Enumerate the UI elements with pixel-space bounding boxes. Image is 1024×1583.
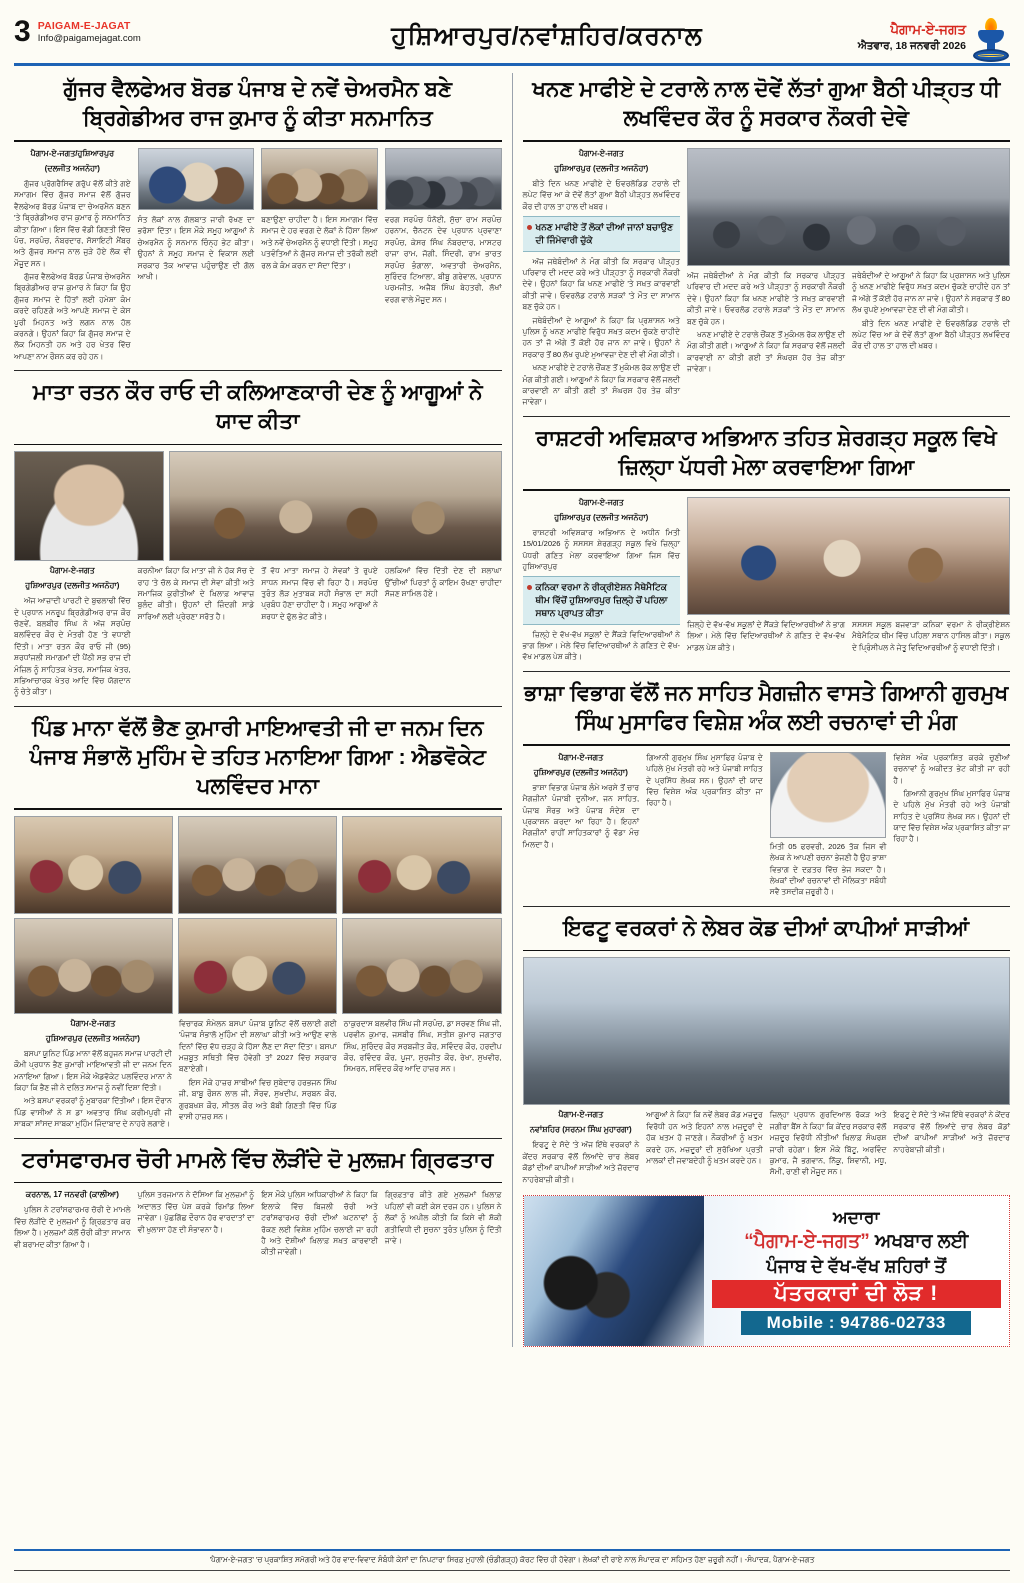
paragraph: ਜ਼ਿਲ੍ਹੇ ਦੇ ਵੱਖ-ਵੱਖ ਸਕੂਲਾਂ ਦੇ ਸੈਂਕੜੇ ਵਿਦਿਆਰਥੀਆਂ ਨੇ ਭਾਗ ਲਿਆ। ਮੇਲੇ ਵਿੱਚ ਵਿਦਿਆਰਥੀਆਂ ਨੇ ਗਣਿਤ ਦੇ ਵੱਖ-ਵੱਖ ਮਾਡਲ ਪੇਸ਼ ਕੀਤੇ। — [522, 629, 681, 662]
torch-logo-icon — [972, 18, 1010, 62]
paragraph: ਇਸ ਮੌਕੇ ਪੁਲਿਸ ਅਧਿਕਾਰੀਆਂ ਨੇ ਕਿਹਾ ਕਿ ਇਲਾਕੇ ਵਿੱਚ ਬਿਜਲੀ ਚੋਰੀ ਅਤੇ ਟਰਾਂਸਫਾਰਮਰ ਚੋਰੀ ਦੀਆਂ ਘਟਨਾਵਾਂ ਨੂੰ ਰੋਕਣ ਲਈ ਵਿਸ਼ੇਸ਼ ਮੁਹਿੰਮ ਚਲਾਈ ਜਾ ਰਹੀ ਹੈ ਅਤੇ ਦੋਸ਼ੀਆਂ ਖ਼ਿਲਾਫ਼ ਸਖ਼ਤ ਕਾਰਵਾਈ ਕੀਤੀ ਜਾਵੇਗੀ। — [261, 1190, 378, 1257]
article-column — [385, 565, 502, 700]
article-columns — [523, 752, 1011, 900]
article-photo-gathering — [261, 148, 378, 210]
headline-rule — [523, 950, 1011, 952]
byline-line1: ਪੈਗਾਮ-ਏ-ਜਗਤ — [578, 148, 624, 158]
article-column — [687, 270, 845, 377]
paragraph: ਇਫਟੂ ਦੇ ਸੱਦੇ 'ਤੇ ਅੱਜ ਇੱਥੇ ਵਰਕਰਾਂ ਨੇ ਕੇਂਦਰ ਸਰਕਾਰ ਵੱਲੋਂ ਲਿਆਂਦੇ ਚਾਰ ਲੇਬਰ ਕੋਡਾਂ ਦੀਆਂ ਕਾਪੀਆਂ ਸਾੜੀਆਂ ਅਤੇ ਜ਼ੋਰਦਾਰ ਨਾਹਰੇਬਾਜ਼ੀ ਕੀਤੀ। — [893, 1110, 1010, 1154]
article-column — [852, 270, 1010, 377]
article-column — [893, 1109, 1010, 1187]
byline-line1: ਪੈਗਾਮ-ਏ-ਜਗਤ — [558, 1110, 604, 1120]
brand-email: Info@paigamejagat.com — [37, 33, 141, 45]
article-mata-ratan-kaur — [14, 376, 502, 699]
article-column — [385, 1189, 502, 1259]
paragraph: ਬੀਤੇ ਦਿਨ ਖਨਣ ਮਾਫੀਏ ਦੇ ਓਵਰਲੋਡਿਡ ਟਰਾਲੇ ਦੀ ਲਪੇਟ ਵਿੱਚ ਆ ਕੇ ਦੋਵੇਂ ਲੱਤਾਂ ਗੁਆ ਬੈਠੀ ਪੀੜ੍ਹਤ ਲਖਵਿੰਦਰ ਕੌਰ ਦੀ ਹਾਲ ਤਾ ਹਾਲ ਦੀ ਖ਼ਬਰ। — [522, 178, 681, 211]
paragraph: ਅਤੇ ਬਸਪਾ ਵਰਕਰਾਂ ਨੂੰ ਮੁਬਾਰਕਾ ਦਿੱਤੀਆਂ। ਇਸ ਦੌਰਾਨ ਪਿੰਡ ਵਾਸੀਆਂ ਨੇ ਸ ਡਾ ਅਵਤਾਰ ਸਿੰਘ ਕਰੀਮਪੁਰੀ ਜੀ ਸਾਬਕਾ ਸਾਂਸਦ ਸਾਬਕਾ ਮੁਹਿੰਮ ਜਿੰਦਾਬਾਦ ਦੇ ਨਾਹਰੇ ਲਗਾਏ। — [14, 1096, 172, 1129]
section-divider — [14, 1138, 502, 1139]
footer-disclaimer: 'ਪੈਗਾਮ-ਏ-ਜਗਤ' 'ਚ ਪ੍ਰਕਾਸ਼ਿਤ ਸਮੱਗਰੀ ਅਤੇ ਹੋਰ ਵਾਦ-ਵਿਵਾਦ ਸੰਬੰਧੀ ਕੇਸਾਂ ਦਾ ਨਿਪਟਾਰਾ ਸਿਰਫ਼ ਮੁਹਾਲੀ (ਚੰਡੀਗੜ੍ਹ) ਕੋਰਟ ਵਿੱਚ ਹੀ ਹੋਵੇਗਾ। ਲੇਖਕਾਂ ਦੀ ਰਾਏ ਨਾਲ ਸੰਪਾਦਕ ਦਾ ਸਹਿਮਤ ਹੋਣਾ ਜ਼ਰੂਰੀ ਨਹੀਂ। -ਸੰਪਾਦਕ, ਪੈਗਾਮ-ਏ-ਜਗਤ — [209, 1555, 815, 1565]
article-bhasha-vibhag-magazine — [523, 677, 1011, 900]
article-headline: ਗੁੱਜਰ ਵੈਲਫੇਅਰ ਬੋਰਡ ਪੰਜਾਬ ਦੇ ਨਵੇਂ ਚੇਅਰਮੈਨ ਬਣੇ ਬ੍ਰਿਗੇਡੀਅਰ ਰਾਜ ਕੁਮਾਰ ਨੂੰ ਕੀਤਾ ਸਨਮਾਨਿਤ — [63, 77, 453, 131]
footer-rule-bottom — [14, 1570, 1010, 1572]
paragraph: ਖਨਣ ਮਾਫੀਏ ਦੇ ਟਰਾਲੇ ਚੌਂਕਣ ਤੋਂ ਮੁਕੰਮਲ ਰੋਕ ਲਾਉਣ ਦੀ ਮੰਗ ਕੀਤੀ ਗਈ। ਆਗੂਆਂ ਨੇ ਕਿਹਾ ਕਿ ਸਰਕਾਰ ਵੱਲੋਂ ਜਲਦੀ ਕਾਰਵਾਈ ਨਾ ਕੀਤੀ ਗਈ ਤਾਂ ਸੰਘਰਸ਼ ਹੋਰ ਤੇਜ਼ ਕੀਤਾ ਜਾਵੇਗਾ। — [522, 363, 681, 407]
masthead-left — [14, 15, 314, 48]
paragraph: ਰਾਸ਼ਟਰੀ ਅਵਿਸ਼ਕਾਰ ਅਭਿਆਨ ਦੇ ਅਧੀਨ ਮਿਤੀ 15/01/2026 ਨੂੰ ਸਸਸਸ ਸ਼ੇਰਗੜ੍ਹ ਸਕੂਲ ਵਿਖੇ ਜ਼ਿਲ੍ਹਾ ਪੱਧਰੀ ਗਣਿਤ ਮੇਲਾ ਕਰਵਾਇਆ ਗਿਆ ਜਿਸ ਵਿੱਚ ਹੁਸ਼ਿਆਰਪੁਰ — [522, 527, 681, 571]
article-photo-event-2 — [178, 816, 337, 914]
article-photo-award-ceremony — [138, 148, 255, 210]
article-photo-event-3 — [342, 816, 501, 914]
article-mining-mafia-victim — [523, 73, 1011, 410]
article-photo-portrait-elder — [14, 451, 164, 561]
paragraph: ਬਣਾਉਣਾ ਚਾਹੀਦਾ ਹੈ। ਇਸ ਸਮਾਗਮ ਵਿੱਚ ਸਮਾਜ ਦੇ ਹਰ ਵਰਗ ਦੇ ਲੋਕਾਂ ਨੇ ਹਿੱਸਾ ਲਿਆ ਅਤੇ ਨਵੇਂ ਚੇਅਰਮੈਨ ਨੂੰ ਵਧਾਈ ਦਿੱਤੀ। ਸਮੂਹ ਪਤਵੰਤਿਆਂ ਨੇ ਗੁੱਜਰ ਸਮਾਜ ਦੀ ਤਰੱਕੀ ਲਈ ਰਲ ਕੇ ਕੰਮ ਕਰਨ ਦਾ ਸੱਦਾ ਦਿੱਤਾ। — [261, 214, 378, 270]
article-column — [261, 148, 378, 364]
article-photo-labour-protest — [523, 957, 1011, 1105]
bullet-dot-icon — [527, 585, 532, 590]
article-column — [385, 148, 502, 364]
paragraph: ਇਸ ਮੌਕੇ ਹਾਜ਼ਰ ਸਾਥੀਆਂ ਵਿਚ ਸੁਬੇਦਾਰ ਹਰਭਜਨ ਸਿੰਘ ਜੀ, ਬਾਬੂ ਰੌਸ਼ਨ ਲਾਲ ਜੀ, ਸੌਰਵ, ਸੁਖਦੀਪ, ਸਰਬਨ ਕੌਰ, ਗੁਰਬਖਸ਼ ਕੌਰ, ਸੀਤਲ ਕੌਰ ਅਤੇ ਬੱਬੀ ਗਿਣਤੀ ਵਿੱਚ ਪਿੰਡ ਵਾਸੀ ਹਾਜ਼ਰ ਸਨ। — [178, 1077, 337, 1122]
advert-line-2-rest: ਅਖਬਾਰ ਲਈ — [869, 1231, 969, 1253]
article-gujjar-welfare-board — [14, 73, 502, 364]
page-number: 3 — [14, 15, 31, 48]
paragraph: ਆਗੂਆਂ ਨੇ ਕਿਹਾ ਕਿ ਨਵੇਂ ਲੇਬਰ ਕੋਡ ਮਜ਼ਦੂਰ ਵਿਰੋਧੀ ਹਨ ਅਤੇ ਇਹਨਾਂ ਨਾਲ ਮਜ਼ਦੂਰਾਂ ਦੇ ਹੱਕ ਖ਼ਤਮ ਹੋ ਜਾਣਗੇ। ਨੌਕਰੀਆਂ ਨੂੰ ਖ਼ਤਮ ਕਰਦੇ ਹਨ, ਮਜ਼ਦੂਰਾਂ ਦੀ ਸੁਰੱਖਿਆ ਪ੍ਰਤੀ ਮਾਲਕਾਂ ਦੀ ਜਵਾਬਦੇਹੀ ਨੂੰ ਖ਼ਤਮ ਕਰਦੇ ਹਨ। — [646, 1110, 763, 1165]
masthead-right-text — [858, 18, 966, 53]
advert-line-2 — [712, 1231, 1002, 1253]
article-column-with-photo — [687, 497, 1010, 665]
column-separator — [512, 73, 513, 1347]
paragraph: ਪੁਲਿਸ ਤਰਜਮਾਨ ਨੇ ਦੱਸਿਆ ਕਿ ਮੁਲਜ਼ਮਾਂ ਨੂੰ ਅਦਾਲਤ ਵਿੱਚ ਪੇਸ਼ ਕਰਕੇ ਰਿਮਾਂਡ ਲਿਆ ਜਾਵੇਗਾ। ਪੁੱਛਗਿੱਛ ਦੌਰਾਨ ਹੋਰ ਵਾਰਦਾਤਾਂ ਦਾ ਵੀ ਖੁਲਾਸਾ ਹੋਣ ਦੀ ਸੰਭਾਵਨਾ ਹੈ। — [137, 1190, 255, 1234]
article-iftu-labour-code-protest — [523, 912, 1011, 1347]
article-headline: ਖਨਣ ਮਾਫੀਏ ਦੇ ਟਰਾਲੇ ਨਾਲ ਦੋਵੇਂ ਲੱਤਾਂ ਗੁਆ ਬੈਠੀ ਪੀੜ੍ਹਤ ਧੀ ਲਖਵਿੰਦਰ ਕੌਰ ਨੂੰ ਸਰਕਾਰ ਨੌਕਰੀ ਦੇਵੇ — [532, 77, 1001, 131]
article-column — [138, 1189, 255, 1259]
paragraph: ਠਾਕੁਰਦਾਸ ਬਲਵੀਰ ਸਿੰਘ ਜੀ ਸਰਪੰਚ, ਡਾ ਸਰਵਣ ਸਿੰਘ ਜੀ, ਪਰਵੀਨ ਕੁਮਾਰ, ਜਸਬੀਰ ਸਿੰਘ, ਸਤੀਸ਼ ਕੁਮਾਰ ਜਗਤਾਰ ਸਿੰਘ, ਸੁਰਿੰਦਰ ਕੌਰ ਸਰਬਜੀਤ ਕੌਰ, ਸਵਿੰਦਰ ਕੌਰ, ਹਰਦੀਪ ਕੌਰ, ਰਵਿੰਦਰ ਕੌਰ, ਪੂਜਾ, ਸੁਰਜੀਤ ਕੌਰ, ਰੇਖਾ, ਸੁਖਵੀਰ, ਸਿਮਰਨ, ਸਵਿੰਦਰ ਕੌਰ ਆਦਿ ਹਾਜ਼ਰ ਸਨ। — [343, 1018, 502, 1074]
article-rashtriya-avishkar-abhiyan — [523, 422, 1011, 665]
article-column — [523, 497, 681, 665]
paragraph: ਮਿਤੀ 05 ਫਰਵਰੀ, 2026 ਤੱਕ ਜਿਸ ਵੀ ਲੇਖਕ ਨੇ ਆਪਣੀ ਰਚਨਾ ਭੇਜਣੀ ਹੈ ਉਹ ਭਾਸ਼ਾ ਵਿਭਾਗ ਦੇ ਦਫ਼ਤਰ ਵਿੱਚ ਭੇਜ ਸਕਦਾ ਹੈ। ਲੇਖਕਾਂ ਦੀਆਂ ਰਚਨਾਵਾਂ ਦੀ ਮੌਲਿਕਤਾ ਸਬੰਧੀ ਸਵੈ ਤਸਦੀਕ ਜ਼ਰੂਰੀ ਹੈ। — [769, 841, 887, 897]
article-column — [138, 565, 255, 700]
paragraph: ਗਿਆਨੀ ਗੁਰਮੁਖ ਸਿੰਘ ਮੁਸਾਫਿਰ ਪੰਜਾਬ ਦੇ ਪਹਿਲੇ ਮੁੱਖ ਮੰਤਰੀ ਰਹੇ ਅਤੇ ਪੰਜਾਬੀ ਸਾਹਿਤ ਦੇ ਪ੍ਰਸਿੱਧ ਲੇਖਕ ਸਨ। ਉਹਨਾਂ ਦੀ ਯਾਦ ਵਿੱਚ ਵਿਸ਼ੇਸ਼ ਅੰਕ ਪ੍ਰਕਾਸ਼ਿਤ ਕੀਤਾ ਜਾ ਰਿਹਾ ਹੈ। — [646, 752, 763, 808]
page-body — [14, 73, 1010, 1347]
section-divider — [523, 671, 1011, 672]
article-mayawati-birthday — [14, 712, 502, 1132]
section-divider — [523, 416, 1011, 417]
paragraph: ਗੁੱਜਰ ਪ੍ਰੋਗਰੈਸਿਵ ਗਰੁੱਪ ਵੱਲੋਂ ਕੀਤੇ ਗਏ ਸਮਾਗਮ ਵਿੱਚ ਗੁੱਜਰ ਸਮਾਜ ਵੱਲੋਂ ਗੁੱਜਰ ਵੈਲਫੇਅਰ ਬੋਰਡ ਪੰਜਾਬ ਦਾ ਚੇਅਰਮੈਨ ਬਣਨ 'ਤੇ ਬ੍ਰਿਗੇਡੀਅਰ ਰਾਜ ਕੁਮਾਰ ਨੂੰ ਸਨਮਾਨਿਤ ਕੀਤਾ ਗਿਆ। ਇਸ ਵਿੱਚ ਵੱਡੀ ਗਿਣਤੀ ਵਿੱਚ ਪੰਚ, ਸਰਪੰਚ, ਨੰਬਰਦਾਰ, ਸੋਸਾਇਟੀ ਮੈਂਬਰ ਅਤੇ ਗੁੱਜਰ ਸਮਾਜ ਨਾਲ ਜੁੜੇ ਹੋਏ ਲੋਕ ਵੀ ਮੌਜੂਦ ਸਨ। — [14, 178, 131, 268]
paragraph: ਹਲਕਿਆਂ ਵਿੱਚ ਦਿੱਤੀ ਦੇਣ ਦੀ ਸ਼ਲਾਘਾ ਉੱਚੀਆਂ ਪਿਰਤਾਂ ਨੂੰ ਕਾਇਮ ਰੱਖਣਾ ਚਾਹੀਦਾ ਸੱਜਣ ਸ਼ਾਮਿਲ ਹੋਏ। — [384, 566, 502, 598]
paragraph: ਸਸਸਸ ਸਕੂਲ ਬਜਵਾੜਾ ਕਨਿਕਾ ਵਰਮਾ ਨੇ ਰੀਕ੍ਰੀਏਸ਼ਨ ਮੈਥੇਮੈਟਿਕ ਥੀਮ ਵਿੱਚ ਪਹਿਲਾ ਸਥਾਨ ਹਾਸਿਲ ਕੀਤਾ। ਸਕੂਲ ਦੇ ਪ੍ਰਿੰਸੀਪਲ ਨੇ ਜੇਤੂ ਵਿਦਿਆਰਥੀਆਂ ਨੂੰ ਵਧਾਈ ਦਿੱਤੀ। — [852, 619, 1011, 652]
advert-text-block — [704, 1196, 1010, 1346]
page-title: ਹੁਸ਼ਿਆਰਪੁਰ/ਨਵਾਂਸ਼ਹਿਰ/ਕਰਨਾਲ — [391, 22, 703, 50]
publication-date: ਐਤਵਾਰ, 18 ਜਨਵਰੀ 2026 — [857, 39, 966, 52]
byline-line2: ਹੁਸ਼ਿਆਰਪੁਰ (ਦਲਜੀਤ ਅਜਨੋਹਾ) — [45, 1033, 140, 1043]
paragraph: ਵਰਗ ਸਰਪੰਚ ਧੰਨੋਈ, ਸੁੱਚਾ ਰਾਮ ਸਰਪੰਚ ਹਰਨਾਮ, ਚੈਨਟਨ ਦੇਵ ਪ੍ਰਧਾਨ ਪ੍ਰਵਾਣਾ ਸਰਪੰਚ, ਕੇਸਰ ਸਿੰਘ ਨੰਬਰਦਾਰ, ਮਾਸਟਰ ਰਾਜਾ ਰਾਮ, ਜੋਗੀ, ਸਿੰਦਰੀ, ਰਾਮ ਭਾਰਤ ਸਰਪੰਚ ਭੰਗਾਲਾ, ਅਵਤਾਰੀ ਚੇਅਰਮੈਨ, ਸੁਰਿੰਦਰ ਟਿਆਲਾ, ਬੀਬੂ ਗਰੇਵਾਲ, ਪ੍ਰਧਾਨ ਪਰਮਜੀਤ, ਅਜੈਬ ਸਿੰਘ ਬੇਹਤਰੀ, ਲੱਖਾਂ ਵਰਗ ਵਾਲੇ ਮੌਜੂਦ ਸਨ। — [384, 214, 502, 304]
article-photo-event-1 — [14, 816, 173, 914]
article-column-with-photo — [770, 752, 887, 900]
advert-line-3: ਪੰਜਾਬ ਦੇ ਵੱਖ-ਵੱਖ ਸ਼ਹਿਰਾਂ ਤੋਂ — [766, 1256, 947, 1277]
article-column — [523, 1109, 640, 1187]
headline-rule — [14, 1182, 502, 1184]
headline-rule — [523, 489, 1011, 491]
masthead-brand-block — [38, 18, 141, 45]
callout-text: ਖਨਣ ਮਾਫੀਏ ਤੋਂ ਲੋਕਾਂ ਦੀਆਂ ਜਾਨਾਂ ਬਚਾਉਣ ਦੀ ਜਿੰਮੇਵਾਰੀ ਚੁੱਕੇ — [535, 222, 674, 245]
article-columns — [14, 1189, 502, 1259]
paragraph: ਗਿਆਨੀ ਗੁਰਮੁਖ ਸਿੰਘ ਮੁਸਾਫਿਰ ਪੰਜਾਬ ਦੇ ਪਹਿਲੇ ਮੁੱਖ ਮੰਤਰੀ ਰਹੇ ਅਤੇ ਪੰਜਾਬੀ ਸਾਹਿਤ ਦੇ ਪ੍ਰਸਿੱਧ ਲੇਖਕ ਸਨ। ਉਹਨਾਂ ਦੀ ਯਾਦ ਵਿੱਚ ਵਿਸ਼ੇਸ਼ ਅੰਕ ਪ੍ਰਕਾਸ਼ਿਤ ਕੀਤਾ ਜਾ ਰਿਹਾ ਹੈ। — [893, 788, 1010, 844]
right-column — [523, 73, 1011, 1347]
article-column — [261, 1189, 378, 1259]
paragraph: ਜ਼ਿਲ੍ਹੇ ਦੇ ਵੱਖ-ਵੱਖ ਸਕੂਲਾਂ ਦੇ ਸੈਂਕੜੇ ਵਿਦਿਆਰਥੀਆਂ ਨੇ ਭਾਗ ਲਿਆ। ਮੇਲੇ ਵਿੱਚ ਵਿਦਿਆਰਥੀਆਂ ਨੇ ਗਣਿਤ ਦੇ ਵੱਖ-ਵੱਖ ਮਾਡਲ ਪੇਸ਼ ਕੀਤੇ। — [687, 619, 846, 652]
article-column — [893, 752, 1010, 900]
article-headline: ਰਾਸ਼ਟਰੀ ਅਵਿਸ਼ਕਾਰ ਅਭਿਆਨ ਤਹਿਤ ਸ਼ੇਰਗੜ੍ਹ ਸਕੂਲ ਵਿਖੇ ਜ਼ਿਲ੍ਹਾ ਪੱਧਰੀ ਮੇਲਾ ਕਰਵਾਇਆ ਗਿਆ — [535, 425, 997, 479]
article-column — [14, 1189, 131, 1259]
byline-line1: ਕਰਨਾਲ, 17 ਜਨਵਰੀ (ਕਾਲੀਆ) — [25, 1190, 119, 1200]
photo-row — [14, 451, 502, 561]
article-headline: ਭਾਸ਼ਾ ਵਿਭਾਗ ਵੱਲੋਂ ਜਨ ਸਾਹਿਤ ਮੈਗਜ਼ੀਨ ਵਾਸਤੇ ਗਿਆਨੀ ਗੁਰਮੁਖ ਸਿੰਘ ਮੁਸਾਫਿਰ ਵਿਸ਼ੇਸ਼ ਅੰਕ ਲਈ ਰਚਨਾਵਾਂ ਦੀ ਮੰਗ — [524, 680, 1009, 734]
masthead-right — [780, 18, 1010, 62]
headline-rule — [14, 808, 502, 810]
article-columns — [523, 1109, 1011, 1187]
article-transformer-theft — [14, 1144, 502, 1260]
article-columns — [523, 497, 1011, 665]
article-column — [179, 1018, 337, 1132]
headline-rule — [523, 744, 1011, 746]
sub-columns — [687, 619, 1010, 655]
article-columns — [14, 565, 502, 700]
photo-row-bottom — [14, 918, 502, 1014]
paragraph: ਬੀਤੇ ਦਿਨ ਖਨਣ ਮਾਫੀਏ ਦੇ ਓਵਰਲੋਡਿਡ ਟਰਾਲੇ ਦੀ ਲਪੇਟ ਵਿੱਚ ਆ ਕੇ ਦੋਵੇਂ ਲੱਤਾਂ ਗੁਆ ਬੈਠੀ ਪੀੜ੍ਹਤ ਲਖਵਿੰਦਰ ਕੌਰ ਦੀ ਹਾਲ ਤਾ ਹਾਲ ਦੀ ਖ਼ਬਰ। — [852, 318, 1011, 351]
brand-name: PAIGAM-E-JAGAT — [37, 20, 131, 32]
article-photo-event-4 — [14, 918, 173, 1014]
advert-image-microphone — [524, 1196, 704, 1346]
bullet-dot-icon — [527, 225, 532, 230]
paragraph: ਜਥੇਬੰਦੀਆਂ ਦੇ ਆਗੂਆਂ ਨੇ ਕਿਹਾ ਕਿ ਪ੍ਰਸ਼ਾਸਨ ਅਤੇ ਪੁਲਿਸ ਨੂੰ ਖਨਣ ਮਾਫੀਏ ਵਿਰੁੱਧ ਸਖ਼ਤ ਕਦਮ ਚੁੱਕਣੇ ਚਾਹੀਦੇ ਹਨ ਤਾਂ ਜੋ ਅੱਗੇ ਤੋਂ ਕੋਈ ਹੋਰ ਜਾਨ ਨਾ ਜਾਵੇ। ਉਹਨਾਂ ਨੇ ਸਰਕਾਰ ਤੋਂ 80 ਲੱਖ ਰੁਪਏ ਮੁਆਵਜ਼ਾ ਦੇਣ ਦੀ ਵੀ ਮੰਗ ਕੀਤੀ। — [852, 270, 1011, 315]
callout-box — [523, 216, 681, 252]
article-column — [646, 1109, 763, 1187]
paragraph: ਸੰਤ ਲੋਕਾਂ ਨਾਲ ਗੱਲਬਾਤ ਜਾਰੀ ਰੱਖਣ ਦਾ ਭਰੋਸਾ ਦਿੱਤਾ। ਇਸ ਮੌਕੇ ਸਮੂਹ ਆਗੂਆਂ ਨੇ ਚੇਅਰਮੈਨ ਨੂੰ ਸਨਮਾਨ ਚਿੰਨ੍ਹ ਭੇਟ ਕੀਤਾ। ਉਹਨਾਂ ਨੇ ਸਮੂਹ ਸਮਾਜ ਦੇ ਵਿਕਾਸ ਲਈ ਸਰਕਾਰ ਤੱਕ ਆਵਾਜ਼ ਪਹੁੰਚਾਉਣ ਦੀ ਗੱਲ ਆਖੀ। — [137, 214, 255, 281]
article-column — [14, 565, 131, 700]
advertisement-journalists-wanted[interactable] — [523, 1195, 1011, 1347]
article-column — [344, 1018, 502, 1132]
article-columns — [14, 1018, 502, 1132]
byline-line2: ਹੁਸ਼ਿਆਰਪੁਰ (ਦਲਜੀਤ ਅਜਨੋਹਾ) — [533, 767, 628, 777]
article-headline: ਪਿੰਡ ਮਾਨਾ ਵੱਲੋਂ ਭੈਣ ਕੁਮਾਰੀ ਮਾਇਆਵਤੀ ਜੀ ਦਾ ਜਨਮ ਦਿਨ ਪੰਜਾਬ ਸੰਭਾਲੋ ਮੁਹਿੰਮ ਦੇ ਤਹਿਤ ਮਨਾਇਆ ਗਿਆ : ਐਡਵੋਕੇਟ ਪਲਵਿੰਦਰ ਮਾਨਾ — [29, 715, 486, 799]
article-photo-event-5 — [178, 918, 337, 1014]
article-column — [852, 619, 1010, 655]
byline-line1: ਪੈਗਾਮ-ਏ-ਜਗਤ — [49, 566, 95, 576]
section-divider — [14, 370, 502, 371]
article-photo-event-6 — [342, 918, 501, 1014]
masthead — [14, 0, 1010, 58]
byline-line2: ਹੁਸ਼ਿਆਰਪੁਰ (ਦਲਜੀਤ ਅਜਨੋਹਾ) — [554, 163, 649, 173]
advert-line-1: ਅਦਾਰਾ — [833, 1208, 880, 1228]
byline-line1: ਪੈਗਾਮ-ਏ-ਜਗਤ — [70, 1018, 116, 1028]
paragraph: ਗੁੱਜਰ ਵੈਲਫੇਅਰ ਬੋਰਡ ਪੰਜਾਬ ਚੇਅਰਮੈਨ ਬ੍ਰਿਗੇਡੀਅਰ ਰਾਜ ਕੁਮਾਰ ਨੇ ਕਿਹਾ ਕਿ ਉਹ ਗੁੱਜਰ ਸਮਾਜ ਦੇ ਹਿੱਤਾਂ ਲਈ ਹਮੇਸ਼ਾ ਕੰਮ ਕਰਦੇ ਰਹਿਣਗੇ ਅਤੇ ਆਪਣੇ ਸਮਾਜ ਦੇ ਕੇਸ ਪੂਰੀ ਮਿਹਨਤ ਅਤੇ ਲਗਨ ਨਾਲ ਹੱਲ ਕਰਨਗੇ। ਉਹਨਾਂ ਕਿਹਾ ਕਿ ਗੁੱਜਰ ਸਮਾਜ ਦੇ ਲੋਕ ਮਿਹਨਤੀ ਹਨ ਅਤੇ ਹਰ ਖੇਤਰ ਵਿੱਚ ਆਪਣਾ ਨਾਮ ਰੌਸ਼ਨ ਕਰ ਰਹੇ ਹਨ। — [14, 272, 131, 361]
advert-mobile-number[interactable]: Mobile : 94786-02733 — [741, 1311, 971, 1335]
article-columns — [14, 148, 502, 364]
paragraph: ਤੋਂ ਵੱਧ ਮਾਤਾ ਸਮਾਜ ਹੇ ਸੇਵਕਾਂ ਤੇ ਰੁਪਏ ਸਾਧਨ ਸਮਾਜ ਵਿੱਚ ਵੀ ਰਿਹਾ ਹੈ। ਸਰਪੰਚ ਤੁਰੰਤ ਲੋੜ ਮੁਤਾਬਕ ਸਹੀ ਸੰਭਾਲ ਦਾ ਸਹੀ ਪ੍ਰਬੰਧ ਹੋਣਾ ਚਾਹੀਦਾ ਹੈ। ਸਮੂਹ ਆਗੂਆਂ ਨੇ ਸ਼ਰਧਾ ਦੇ ਫੁੱਲ ਭੇਟ ਕੀਤੇ। — [261, 566, 378, 621]
article-columns — [523, 148, 1011, 410]
paragraph: ਅੱਜ ਜਥੇਬੰਦੀਆਂ ਨੇ ਮੰਗ ਕੀਤੀ ਕਿ ਸਰਕਾਰ ਪੀੜ੍ਹਤ ਪਰਿਵਾਰ ਦੀ ਮਦਦ ਕਰੇ ਅਤੇ ਪੀੜ੍ਹਤਾ ਨੂੰ ਸਰਕਾਰੀ ਨੌਕਰੀ ਦੇਵੇ। ਉਹਨਾਂ ਕਿਹਾ ਕਿ ਖਨਣ ਮਾਫੀਏ 'ਤੇ ਸਖ਼ਤ ਕਾਰਵਾਈ ਕੀਤੀ ਜਾਵੇ। ਓਵਰਲੋਡ ਟਰਾਲੇ ਸੜਕਾਂ 'ਤੇ ਮੌਤ ਦਾ ਸਾਮਾਨ ਬਣ ਚੁੱਕੇ ਹਨ। — [522, 256, 681, 312]
article-headline: ਮਾਤਾ ਰਤਨ ਕੌਰ ਰਾਓ ਦੀ ਕਲਿਆਣਕਾਰੀ ਦੇਣ ਨੂੰ ਆਗੂਆਂ ਨੇ ਯਾਦ ਕੀਤਾ — [32, 380, 483, 434]
article-column — [138, 148, 255, 364]
article-column — [687, 619, 845, 655]
paragraph: ਪੁਲਿਸ ਨੇ ਟਰਾਂਸਫਾਰਮਰ ਚੋਰੀ ਦੇ ਮਾਮਲੇ ਵਿੱਚ ਲੋੜੀਂਦੇ ਦੋ ਮੁਲਜ਼ਮਾਂ ਨੂੰ ਗ੍ਰਿਫ਼ਤਾਰ ਕਰ ਲਿਆ ਹੈ। ਮੁਲਜ਼ਮਾਂ ਕੋਲੋਂ ਚੋਰੀ ਕੀਤਾ ਸਾਮਾਨ ਵੀ ਬਰਾਮਦ ਕੀਤਾ ਗਿਆ ਹੈ। — [14, 1205, 131, 1249]
paragraph: ਗ੍ਰਿਫ਼ਤਾਰ ਕੀਤੇ ਗਏ ਮੁਲਜ਼ਮਾਂ ਖ਼ਿਲਾਫ਼ ਪਹਿਲਾਂ ਵੀ ਕਈ ਕੇਸ ਦਰਜ ਹਨ। ਪੁਲਿਸ ਨੇ ਲੋਕਾਂ ਨੂੰ ਅਪੀਲ ਕੀਤੀ ਕਿ ਕਿਸੇ ਵੀ ਸ਼ੱਕੀ ਗਤੀਵਿਧੀ ਦੀ ਸੂਚਨਾ ਤੁਰੰਤ ਪੁਲਿਸ ਨੂੰ ਦਿੱਤੀ ਜਾਵੇ। — [384, 1190, 502, 1245]
article-photo-memorial-gathering — [169, 451, 502, 561]
section-divider — [523, 906, 1011, 907]
paragraph: ਵਿਚਾਰਕ ਸੰਮੇਲਨ ਬਸਪਾ ਪੰਜਾਬ ਯੂਨਿਟ ਵੱਲੋਂ ਚਲਾਈ ਗਈ 'ਪੰਜਾਬ ਸੰਭਾਲੋ ਮੁਹਿੰਮ' ਦੀ ਸ਼ਲਾਘਾ ਕੀਤੀ ਅਤੇ ਆਉਣ ਵਾਲੇ ਦਿਨਾਂ ਵਿੱਚ ਵੱਧ ਚੜ੍ਹ ਕੇ ਹਿੱਸਾ ਲੈਣ ਦਾ ਸੱਦਾ ਦਿੱਤਾ। ਬਸਪਾ ਮਜ਼ਬੂਤ ਸਥਿਤੀ ਵਿੱਚ ਹੋਵੇਗੀ ਤਾਂ 2027 ਵਿੱਚ ਸਰਕਾਰ ਬਣਾਏਗੀ। — [178, 1018, 337, 1074]
callout-box — [523, 576, 681, 624]
byline-line2: ਹੁਸ਼ਿਆਰਪੁਰ (ਦਲਜੀਤ ਅਜਨੋਹਾ) — [554, 512, 649, 522]
article-photo-portrait-gurmukh-singh — [770, 752, 887, 838]
article-column-with-photo — [687, 148, 1010, 410]
article-headline: ਟਰਾਂਸਫਾਰਮਰ ਚੋਰੀ ਮਾਮਲੇ ਵਿੱਚ ਲੋੜੀਂਦੇ ਦੋ ਮੁਲਜ਼ਮ ਗ੍ਰਿਫਤਾਰ — [22, 1147, 494, 1172]
byline-line2: ਨਵਾਂਸ਼ਹਿਰ (ਸਰਨਮ ਸਿੰਘ ਮੁਹਾਰਗਾ) — [529, 1125, 632, 1135]
article-column — [523, 148, 681, 410]
headline-rule — [14, 444, 502, 446]
left-column — [14, 73, 502, 1347]
advert-paper-name: “ਪੈਗਾਮ-ਏ-ਜਗਤ” — [744, 1231, 870, 1253]
photo-row-top — [14, 816, 502, 914]
paragraph: ਖਨਣ ਮਾਫੀਏ ਦੇ ਟਰਾਲੇ ਚੌਂਕਣ ਤੋਂ ਮੁਕੰਮਲ ਰੋਕ ਲਾਉਣ ਦੀ ਮੰਗ ਕੀਤੀ ਗਈ। ਆਗੂਆਂ ਨੇ ਕਿਹਾ ਕਿ ਸਰਕਾਰ ਵੱਲੋਂ ਜਲਦੀ ਕਾਰਵਾਈ ਨਾ ਕੀਤੀ ਗਈ ਤਾਂ ਸੰਘਰਸ਼ ਹੋਰ ਤੇਜ਼ ਕੀਤਾ ਜਾਵੇਗਾ। — [687, 329, 846, 374]
article-column — [770, 1109, 887, 1187]
paragraph: ਜਥੇਬੰਦੀਆਂ ਦੇ ਆਗੂਆਂ ਨੇ ਕਿਹਾ ਕਿ ਪ੍ਰਸ਼ਾਸਨ ਅਤੇ ਪੁਲਿਸ ਨੂੰ ਖਨਣ ਮਾਫੀਏ ਵਿਰੁੱਧ ਸਖ਼ਤ ਕਦਮ ਚੁੱਕਣੇ ਚਾਹੀਦੇ ਹਨ ਤਾਂ ਜੋ ਅੱਗੇ ਤੋਂ ਕੋਈ ਹੋਰ ਜਾਨ ਨਾ ਜਾਵੇ। ਉਹਨਾਂ ਨੇ ਸਰਕਾਰ ਤੋਂ 80 ਲੱਖ ਰੁਪਏ ਮੁਆਵਜ਼ਾ ਦੇਣ ਦੀ ਵੀ ਮੰਗ ਕੀਤੀ। — [522, 315, 681, 359]
paragraph: ਕਰਨੀਆ ਕਿਹਾ ਕਿ ਮਾਤਾ ਜੀ ਨੇ ਹੱਕ ਸੱਚ ਦੇ ਰਾਹ 'ਤੇ ਚੱਲ ਕੇ ਸਮਾਜ ਦੀ ਸੇਵਾ ਕੀਤੀ ਅਤੇ ਸਮਾਜਿਕ ਕੁਰੀਤੀਆਂ ਦੇ ਖ਼ਿਲਾਫ਼ ਆਵਾਜ਼ ਬੁਲੰਦ ਕੀਤੀ। ਉਹਨਾਂ ਦੀ ਜ਼ਿੰਦਗੀ ਸਾਡੇ ਸਾਰਿਆਂ ਲਈ ਪ੍ਰੇਰਣਾ ਸਰੋਤ ਹੈ। — [137, 566, 255, 621]
byline-line1: ਪੈਗਾਮ-ਏ-ਜਗਤ — [578, 497, 624, 507]
headline-rule — [14, 140, 502, 142]
section-divider — [14, 706, 502, 707]
headline-rule — [523, 140, 1011, 142]
page-footer — [14, 1549, 1010, 1571]
article-column — [261, 565, 378, 700]
article-photo-protest-crowd — [687, 148, 1010, 266]
footer-rule-top — [14, 1549, 1010, 1551]
article-column — [14, 1018, 172, 1132]
article-column — [523, 752, 640, 900]
byline-line1: ਪੈਗਾਮ-ਏ-ਜਗਤ/ਹੁਸ਼ਿਆਰਪੁਰ — [30, 148, 115, 158]
article-photo-science-fair — [687, 497, 1010, 615]
article-column — [14, 148, 131, 364]
paragraph: ਅੱਜ ਜਥੇਬੰਦੀਆਂ ਨੇ ਮੰਗ ਕੀਤੀ ਕਿ ਸਰਕਾਰ ਪੀੜ੍ਹਤ ਪਰਿਵਾਰ ਦੀ ਮਦਦ ਕਰੇ ਅਤੇ ਪੀੜ੍ਹਤਾ ਨੂੰ ਸਰਕਾਰੀ ਨੌਕਰੀ ਦੇਵੇ। ਉਹਨਾਂ ਕਿਹਾ ਕਿ ਖਨਣ ਮਾਫੀਏ 'ਤੇ ਸਖ਼ਤ ਕਾਰਵਾਈ ਕੀਤੀ ਜਾਵੇ। ਓਵਰਲੋਡ ਟਰਾਲੇ ਸੜਕਾਂ 'ਤੇ ਮੌਤ ਦਾ ਸਾਮਾਨ ਬਣ ਚੁੱਕੇ ਹਨ। — [687, 270, 846, 326]
paragraph: ਭਾਸ਼ਾ ਵਿਭਾਗ ਪੰਜਾਬ ਲੰਮੇ ਅਰਸੇ ਤੋਂ ਚਾਰ ਮੈਗਜ਼ੀਨਾਂ ਪੰਜਾਬੀ ਦੁਨੀਆ, ਜਨ ਸਾਹਿਤ, ਪੰਜਾਬ ਸੌਰਭ ਅਤੇ ਪੰਜਾਬ ਸੰਦੇਸ਼ ਦਾ ਪ੍ਰਕਾਸ਼ਨ ਕਰਦਾ ਆ ਰਿਹਾ ਹੈ। ਇਹਨਾਂ ਮੈਗਜ਼ੀਨਾਂ ਰਾਹੀਂ ਸਾਹਿਤਕਾਰਾਂ ਨੂੰ ਵੱਡਾ ਮੰਚ ਮਿਲਦਾ ਹੈ। — [522, 782, 640, 849]
sub-columns — [687, 270, 1010, 377]
masthead-rule — [14, 63, 1010, 66]
paragraph: ਬਸਪਾ ਯੂਨਿਟ ਪਿੰਡ ਮਾਨਾ ਵੱਲੋਂ ਬਹੁਜਨ ਸਮਾਜ ਪਾਰਟੀ ਦੀ ਕੌਮੀ ਪ੍ਰਧਾਨ ਭੈਣ ਕੁਮਾਰੀ ਮਾਇਆਵਤੀ ਜੀ ਦਾ ਜਨਮ ਦਿਨ ਮਨਾਇਆ ਗਿਆ। ਇਸ ਮੌਕੇ ਐਡਵੋਕੇਟ ਪਲਵਿੰਦਰ ਮਾਨਾ ਨੇ ਕਿਹਾ ਕਿ ਭੈਣ ਜੀ ਨੇ ਦਲਿਤ ਸਮਾਜ ਨੂੰ ਨਵੀਂ ਦਿਸ਼ਾ ਦਿੱਤੀ। — [14, 1048, 172, 1093]
advert-line-4-banner: ਪੱਤਰਕਾਰਾਂ ਦੀ ਲੋੜ ! — [712, 1280, 1002, 1308]
byline-line2: (ਦਲਜੀਤ ਅਜਨੋਹਾ) — [44, 163, 100, 173]
paragraph: ਇਫਟੂ ਦੇ ਸੱਦੇ 'ਤੇ ਅੱਜ ਇੱਥੇ ਵਰਕਰਾਂ ਨੇ ਕੇਂਦਰ ਸਰਕਾਰ ਵੱਲੋਂ ਲਿਆਂਦੇ ਚਾਰ ਲੇਬਰ ਕੋਡਾਂ ਦੀਆਂ ਕਾਪੀਆਂ ਸਾੜੀਆਂ ਅਤੇ ਜ਼ੋਰਦਾਰ ਨਾਹਰੇਬਾਜ਼ੀ ਕੀਤੀ। — [522, 1140, 640, 1184]
paragraph: ਜ਼ਿਲ੍ਹਾ ਪ੍ਰਧਾਨ ਗੁਰਦਿਆਲ ਰੱਕੜ ਅਤੇ ਜਗੀਰਾ ਬੈਂਸ ਨੇ ਕਿਹਾ ਕਿ ਕੇਂਦਰ ਸਰਕਾਰ ਵੱਲੋਂ ਮਜ਼ਦੂਰ ਵਿਰੋਧੀ ਨੀਤੀਆਂ ਖ਼ਿਲਾਫ਼ ਸੰਘਰਸ਼ ਜਾਰੀ ਰਹੇਗਾ। ਇਸ ਮੌਕੇ ਬਿੱਟੂ, ਅਰਵਿੰਦ ਕੁਮਾਰ, ਜੈ ਭਗਵਾਨ, ਨਿੱਕੂ, ਸ਼ਿਵਾਨੀ, ਮਧੂ, ਸੋਮੀ, ਰਾਣੀ ਵੀ ਮੌਜੂਦ ਸਨ। — [769, 1110, 887, 1177]
article-photo-crowd — [385, 148, 502, 210]
byline-line1: ਪੈਗਾਮ-ਏ-ਜਗਤ — [558, 752, 604, 762]
paragraph: ਵਿਸ਼ੇਸ਼ ਅੰਕ ਪ੍ਰਕਾਸ਼ਿਤ ਕਰਕੇ ਚੁਣੀਆਂ ਰਚਨਾਵਾਂ ਨੂੰ ਅਕੀਦਤ ਭੇਟ ਕੀਤੀ ਜਾ ਰਹੀ ਹੈ। — [893, 752, 1010, 785]
paragraph: ਅੱਜ ਆਜ਼ਾਦੀ ਪਾਰਟੀ ਦੇ ਬੁਢਲਾਢੀ ਵਿੱਚ ਦੇ ਪ੍ਰਧਾਨ ਮਨਰੂਪ ਬ੍ਰਿਗੇਡੀਅਰ ਰਾਜ ਕੌਰ ਚੋਣਵੇਂ, ਬਲਬੀਰ ਸਿੰਘ ਨੇ ਅੱਜ ਸਰਪੰਚ ਬਲਵਿੰਦਰ ਕੌਰ ਦੇ ਮੰਤਰੀ ਹੋਣ 'ਤੇ ਵਧਾਈ ਦਿੱਤੀ। ਮਾਤਾ ਰਤਨ ਕੌਰ ਰਾਓ ਜੀ (95) ਸ਼ਰਧਾਂਜਲੀ ਸਮਾਗਮਾਂ ਦੀ ਪੈਂਠੀ ਸਭ ਰਾਜ ਦੀ ਮੰਜ਼ਿਲ ਨੂੰ ਸਾਹਿਤਕ ਖੇਤਰ, ਸਮਾਜਿਕ ਖੇਤਰ, ਸਭਿਆਚਾਰਕ ਖੇਤਰ ਆਦਿ ਵਿੱਚ ਯੋਗਦਾਨ ਨੂੰ ਚੇਤੇ ਕੀਤਾ। — [14, 596, 131, 697]
logo-name: ਪੈਗਾਮ-ਏ-ਜਗਤ — [890, 22, 966, 37]
byline-line2: ਹੁਸ਼ਿਆਰਪੁਰ (ਦਲਜੀਤ ਅਜਨੋਹਾ) — [25, 581, 120, 591]
article-headline: ਇਫਟੂ ਵਰਕਰਾਂ ਨੇ ਲੇਬਰ ਕੋਡ ਦੀਆਂ ਕਾਪੀਆਂ ਸਾੜੀਆਂ — [563, 915, 970, 940]
article-column — [646, 752, 763, 900]
callout-text: ਕਨਿਕਾ ਵਰਮਾ ਨੇ ਰੀਕ੍ਰੀਏਸ਼ਨ ਮੈਥੇਮੈਟਿਕ ਥੀਮ ਵਿੱਚੋਂ ਹੁਸ਼ਿਆਰਪੁਰ ਜ਼ਿਲ੍ਹੇ ਚੋਂ ਪਹਿਲਾ ਸਥਾਨ ਪ੍ਰਾਪਤ ਕੀਤਾ — [535, 582, 668, 618]
